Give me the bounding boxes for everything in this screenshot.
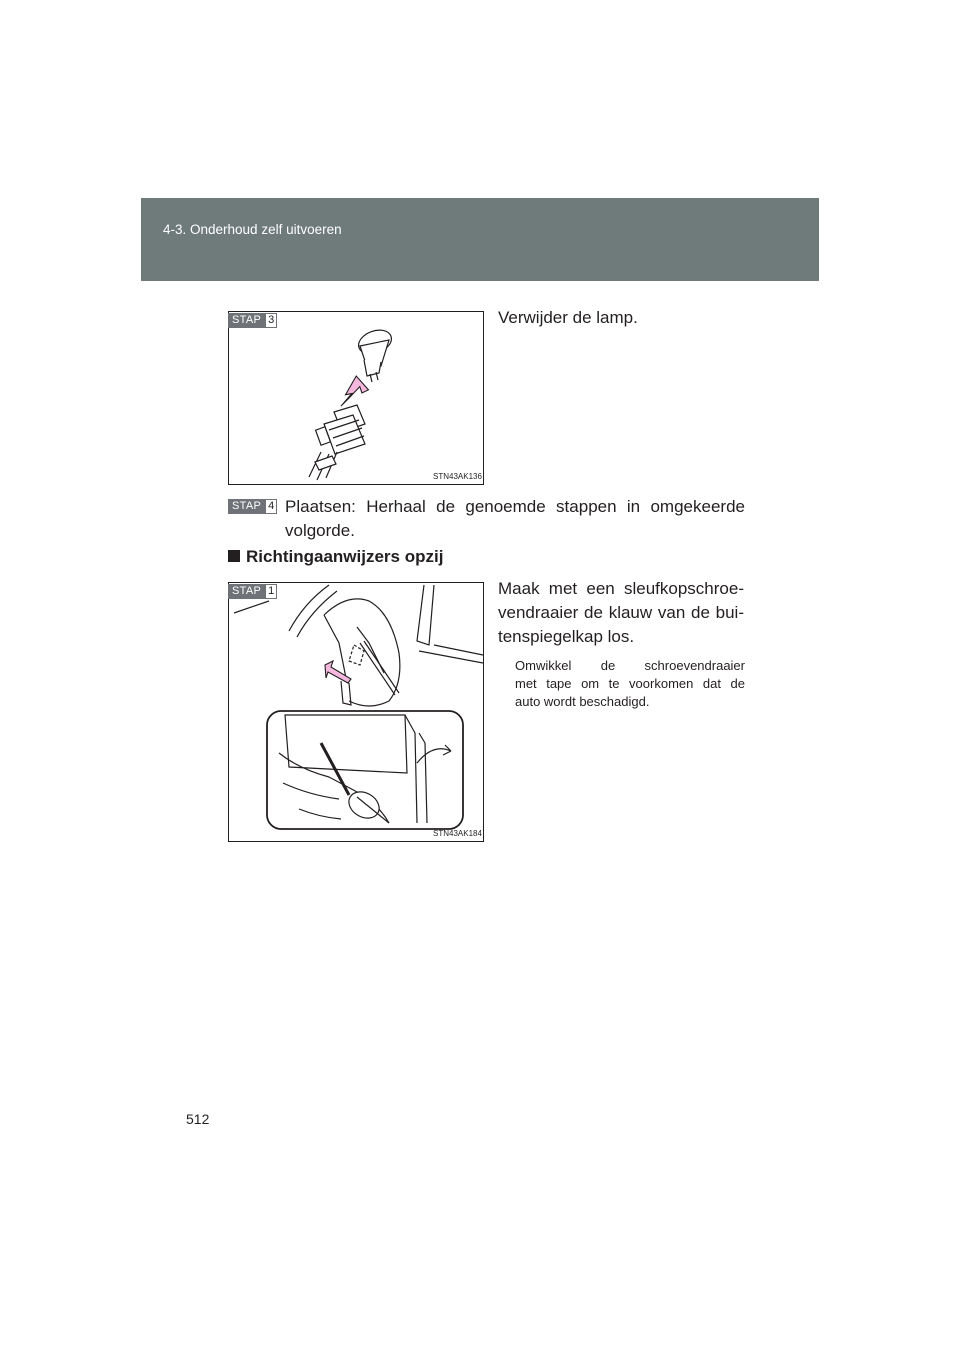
- page-number: 512: [186, 1111, 210, 1127]
- direction-arrow-icon: [341, 374, 370, 409]
- step1-note-line2: met tape om te voorkomen dat de: [515, 676, 745, 691]
- chapter-title: 4-3. Onderhoud zelf uitvoeren: [163, 222, 342, 237]
- step1-instruction-line1: Maak met een sleufkopschroe-: [498, 579, 744, 598]
- step1-note-line3: auto wordt beschadigd.: [515, 694, 650, 709]
- figure-code: STN43AK136: [433, 472, 482, 481]
- socket-icon: [309, 405, 365, 480]
- figure-mirror-cover: [228, 582, 484, 842]
- section-heading: [228, 547, 443, 567]
- section-title: Richtingaanwijzers opzij: [246, 547, 444, 566]
- step-badge-3: STAP 3: [228, 313, 277, 328]
- mirror-cover-illustration: [229, 583, 483, 841]
- step-badge-1: STAP 1: [228, 584, 277, 599]
- chapter-header: [141, 198, 819, 281]
- step-badge-4: STAP 4: [228, 499, 277, 514]
- step1-instruction-line3: tenspiegelkap los.: [498, 627, 635, 646]
- step4-instruction-line1: Plaatsen: Herhaal de genoemde stappen in omgekeerde: [285, 497, 745, 516]
- bulb-removal-illustration: [229, 312, 483, 484]
- bulb-icon: [355, 326, 394, 382]
- step1-note-line1: Omwikkel de schroevendraaier: [515, 658, 745, 673]
- step1-instruction-line2: vendraaier de klauw van de bui-: [498, 603, 744, 622]
- figure-remove-bulb: [228, 311, 484, 485]
- step4-instruction-line2: volgorde.: [285, 521, 355, 540]
- step3-instruction: Verwijder de lamp.: [498, 308, 638, 327]
- bullet-square-icon: [228, 550, 240, 562]
- figure-code: STN43AK184: [433, 829, 482, 838]
